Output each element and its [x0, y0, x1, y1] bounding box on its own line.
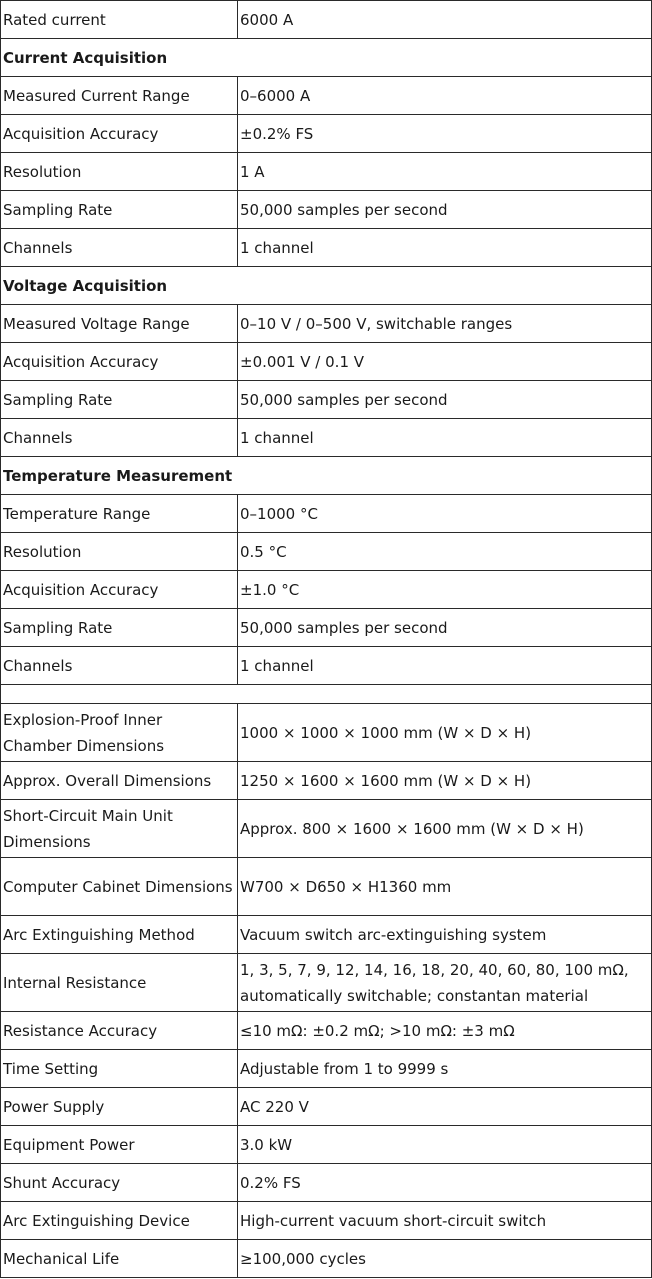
spec-row: [1, 1050, 652, 1088]
spec-value: Adjustable from 1 to 9999 s: [238, 1050, 652, 1088]
spec-row: [1, 77, 652, 115]
spec-label: Shunt Accuracy: [1, 1164, 238, 1202]
spec-label: Mechanical Life: [1, 1240, 238, 1278]
spec-value: 0.5 °C: [238, 533, 652, 571]
spec-label: Measured Voltage Range: [1, 305, 238, 343]
section-row: [1, 267, 652, 305]
spec-value: 0.2% FS: [238, 1164, 652, 1202]
spec-row: [1, 495, 652, 533]
spec-label: Short-Circuit Main Unit Dimensions: [1, 800, 238, 858]
spec-value: Vacuum switch arc-extinguishing system: [238, 916, 652, 954]
spec-value: 1 channel: [238, 647, 652, 685]
spec-value: AC 220 V: [238, 1088, 652, 1126]
spec-label: Sampling Rate: [1, 191, 238, 229]
spec-label: Measured Current Range: [1, 77, 238, 115]
spec-label: Computer Cabinet Dimensions: [1, 858, 238, 916]
spec-row: [1, 305, 652, 343]
section-title: Voltage Acquisition: [1, 267, 652, 305]
spec-row: [1, 533, 652, 571]
spec-row: [1, 954, 652, 1012]
spec-value: ±0.001 V / 0.1 V: [238, 343, 652, 381]
spec-value: 0–6000 A: [238, 77, 652, 115]
spec-row: [1, 609, 652, 647]
spec-label: Channels: [1, 419, 238, 457]
spec-label: Resolution: [1, 153, 238, 191]
spec-value: 1 A: [238, 153, 652, 191]
spec-value: 50,000 samples per second: [238, 609, 652, 647]
spec-value: ±0.2% FS: [238, 115, 652, 153]
section-title: Current Acquisition: [1, 39, 652, 77]
spec-value: 50,000 samples per second: [238, 191, 652, 229]
spec-row: [1, 916, 652, 954]
section-row: [1, 39, 652, 77]
spec-row: [1, 1240, 652, 1278]
spec-value: 1, 3, 5, 7, 9, 12, 14, 16, 18, 20, 40, 60, 80, 100 mΩ, automatically switchable; constantan material: [238, 954, 652, 1012]
spec-value: 6000 A: [238, 1, 652, 39]
spec-row: [1, 381, 652, 419]
spec-label: Channels: [1, 229, 238, 267]
spec-row: [1, 1, 652, 39]
spec-row: [1, 800, 652, 858]
spec-row: [1, 1012, 652, 1050]
spec-value: 1 channel: [238, 229, 652, 267]
spec-label: Internal Resistance: [1, 954, 238, 1012]
spec-label: Temperature Range: [1, 495, 238, 533]
spec-row: [1, 1126, 652, 1164]
spec-row: [1, 647, 652, 685]
spec-label: Acquisition Accuracy: [1, 343, 238, 381]
spec-row: [1, 115, 652, 153]
spec-value: 1000 × 1000 × 1000 mm (W × D × H): [238, 704, 652, 762]
spec-label: Sampling Rate: [1, 381, 238, 419]
spec-value: Approx. 800 × 1600 × 1600 mm (W × D × H): [238, 800, 652, 858]
spec-label: Arc Extinguishing Device: [1, 1202, 238, 1240]
spec-label: Rated current: [1, 1, 238, 39]
spec-label: Sampling Rate: [1, 609, 238, 647]
spec-value: 1250 × 1600 × 1600 mm (W × D × H): [238, 762, 652, 800]
spec-label: Power Supply: [1, 1088, 238, 1126]
spec-value: 0–10 V / 0–500 V, switchable ranges: [238, 305, 652, 343]
spec-value: High-current vacuum short-circuit switch: [238, 1202, 652, 1240]
spec-row: [1, 704, 652, 762]
spec-value: 1 channel: [238, 419, 652, 457]
spec-row: [1, 343, 652, 381]
spec-table-body: [1, 1, 652, 1278]
spec-row: [1, 153, 652, 191]
spec-row: [1, 419, 652, 457]
spec-row: [1, 858, 652, 916]
spec-label: Acquisition Accuracy: [1, 115, 238, 153]
spec-value: ≥100,000 cycles: [238, 1240, 652, 1278]
spec-label: Explosion-Proof Inner Chamber Dimensions: [1, 704, 238, 762]
spec-row: [1, 229, 652, 267]
spec-row: [1, 1202, 652, 1240]
spec-row: [1, 1088, 652, 1126]
spec-value: ≤10 mΩ: ±0.2 mΩ; >10 mΩ: ±3 mΩ: [238, 1012, 652, 1050]
spec-label: Approx. Overall Dimensions: [1, 762, 238, 800]
spec-value: W700 × D650 × H1360 mm: [238, 858, 652, 916]
spec-label: Equipment Power: [1, 1126, 238, 1164]
spec-value: ±1.0 °C: [238, 571, 652, 609]
spec-value: 0–1000 °C: [238, 495, 652, 533]
spec-row: [1, 1164, 652, 1202]
spec-row: [1, 191, 652, 229]
spec-value: 50,000 samples per second: [238, 381, 652, 419]
spec-label: Acquisition Accuracy: [1, 571, 238, 609]
section-row: [1, 457, 652, 495]
section-title: Temperature Measurement: [1, 457, 652, 495]
blank-row: [1, 685, 652, 704]
spec-label: Arc Extinguishing Method: [1, 916, 238, 954]
spec-row: [1, 571, 652, 609]
blank-cell: [1, 685, 652, 704]
spec-row: [1, 762, 652, 800]
spec-label: Channels: [1, 647, 238, 685]
spec-label: Resistance Accuracy: [1, 1012, 238, 1050]
spec-label: Time Setting: [1, 1050, 238, 1088]
spec-value: 3.0 kW: [238, 1126, 652, 1164]
spec-label: Resolution: [1, 533, 238, 571]
